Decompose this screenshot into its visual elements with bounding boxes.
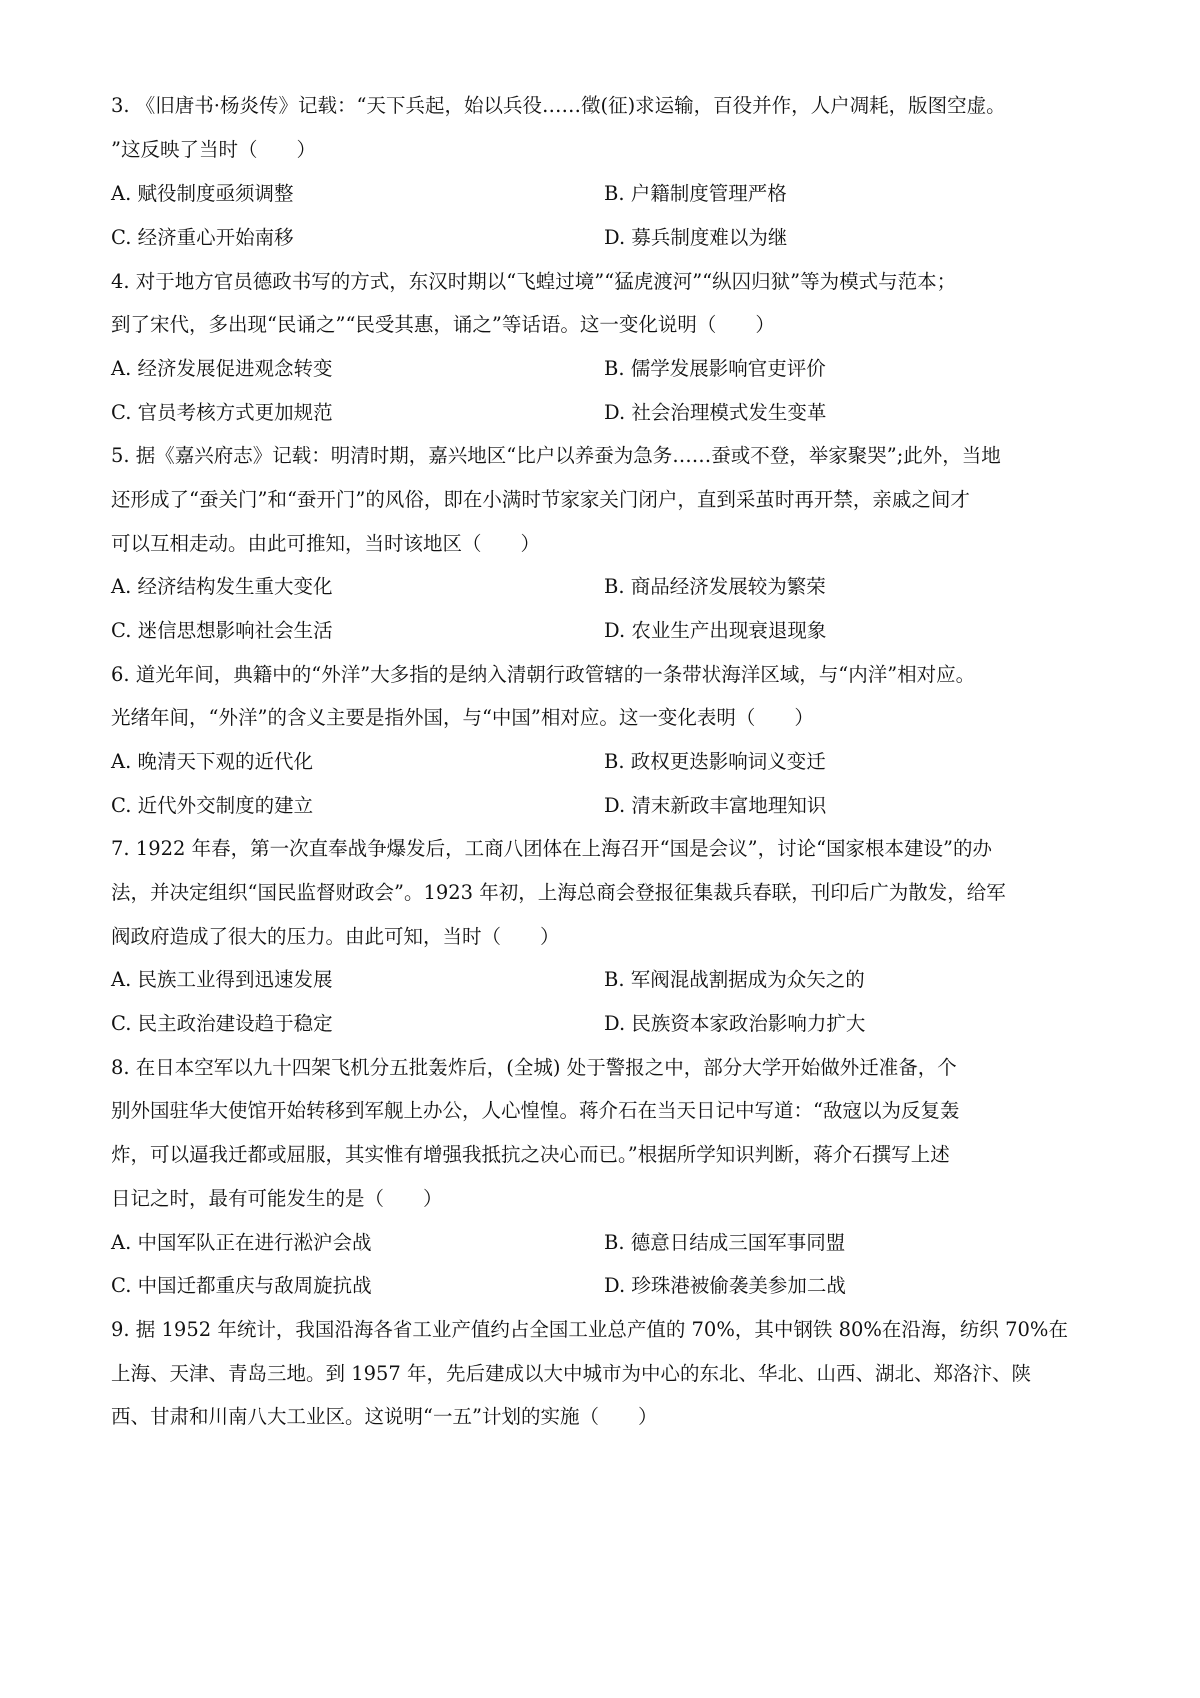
- question-8-option-d: D. 珍珠港被偷袭美参加二战: [604, 1274, 846, 1297]
- question-3-line-1: 3. 《旧唐书·杨炎传》记载：“天下兵起，始以兵役……徵(征)求运输，百役并作，人户凋耗，版图空虚。: [111, 94, 1006, 117]
- question-6-line-2: 光绪年间，“外洋”的含义主要是指外国，与“中国”相对应。这一变化表明（ ）: [111, 706, 814, 729]
- question-8-line-4: 日记之时，最有可能发生的是（ ）: [111, 1187, 443, 1210]
- question-3-option-b: B. 户籍制度管理严格: [604, 182, 787, 205]
- question-5-line-1: 5. 据《嘉兴府志》记载：明清时期，嘉兴地区“比户以养蚕为急务……蚕或不登，举家聚哭”;此外，当地: [111, 444, 1001, 467]
- question-4-option-c: C. 官员考核方式更加规范: [111, 401, 333, 424]
- question-9-line-3: 西、甘肃和川南八大工业区。这说明“一五”计划的实施（ ）: [111, 1405, 658, 1428]
- question-5-option-a: A. 经济结构发生重大变化: [111, 575, 333, 598]
- question-4-option-b: B. 儒学发展影响官吏评价: [604, 357, 826, 380]
- question-5-option-b: B. 商品经济发展较为繁荣: [604, 575, 826, 598]
- question-4-option-a: A. 经济发展促进观念转变: [111, 357, 333, 380]
- question-7-line-1: 7. 1922 年春，第一次直奉战争爆发后，工商八团体在上海召开“国是会议”，讨论“国家根本建设”的办: [111, 837, 993, 860]
- question-7-option-d: D. 民族资本家政治影响力扩大: [604, 1012, 866, 1035]
- question-4-line-1: 4. 对于地方官员德政书写的方式，东汉时期以“飞蝗过境”“猛虎渡河”“纵囚归狱”等为模式与范本；: [111, 270, 957, 293]
- question-7-option-b: B. 军阀混战割据成为众矢之的: [604, 968, 865, 991]
- question-5-option-c: C. 迷信思想影响社会生活: [111, 619, 333, 642]
- question-7-line-2: 法，并决定组织“国民监督财政会”。1923 年初，上海总商会登报征集裁兵春联，刊印后广为散发，给军: [111, 881, 1006, 904]
- question-9-line-2: 上海、天津、青岛三地。到 1957 年，先后建成以大中城市为中心的东北、华北、山西、湖北、郑洛汴、陕: [111, 1362, 1032, 1385]
- question-8-line-1: 8. 在日本空军以九十四架飞机分五批轰炸后，(全城) 处于警报之中，部分大学开始做外迁准备，个: [111, 1056, 957, 1079]
- question-4-line-2: 到了宋代，多出现“民诵之”“民受其惠，诵之”等话语。这一变化说明（ ）: [111, 313, 775, 336]
- question-6-line-1: 6. 道光年间，典籍中的“外洋”大多指的是纳入清朝行政管辖的一条带状海洋区域，与“内洋”相对应。: [111, 663, 976, 686]
- question-3-line-2: ”这反映了当时（ ）: [111, 138, 316, 161]
- question-6-option-c: C. 近代外交制度的建立: [111, 794, 314, 817]
- question-3-option-d: D. 募兵制度难以为继: [604, 226, 788, 249]
- question-8-line-3: 炸，可以逼我迁都或屈服，其实惟有增强我抵抗之决心而已。”根据所学知识判断，蒋介石撰写上述: [111, 1143, 950, 1166]
- question-5-option-d: D. 农业生产出现衰退现象: [604, 619, 827, 642]
- question-4-option-d: D. 社会治理模式发生变革: [604, 401, 827, 424]
- question-9-line-1: 9. 据 1952 年统计，我国沿海各省工业产值约占全国工业总产值的 70%，其中钢铁 80%在沿海，纺织 70%在: [111, 1318, 1068, 1341]
- question-8-option-c: C. 中国迁都重庆与敌周旋抗战: [111, 1274, 372, 1297]
- question-6-option-a: A. 晚清天下观的近代化: [111, 750, 313, 773]
- question-7-line-3: 阀政府造成了很大的压力。由此可知，当时（ ）: [111, 925, 560, 948]
- question-8-option-b: B. 德意日结成三国军事同盟: [604, 1231, 846, 1254]
- question-8-line-2: 别外国驻华大使馆开始转移到军舰上办公，人心惶惶。蒋介石在当天日记中写道：“敌寇以为反复轰: [111, 1099, 960, 1122]
- question-6-option-d: D. 清末新政丰富地理知识: [604, 794, 827, 817]
- question-3-option-c: C. 经济重心开始南移: [111, 226, 294, 249]
- question-5-line-2: 还形成了“蚕关门”和“蚕开门”的风俗，即在小满时节家家关门闭户，直到采茧时再开禁，亲戚之间才: [111, 488, 970, 511]
- question-3-option-a: A. 赋役制度亟须调整: [111, 182, 294, 205]
- question-8-option-a: A. 中国军队正在进行淞沪会战: [111, 1231, 372, 1254]
- question-7-option-a: A. 民族工业得到迅速发展: [111, 968, 333, 991]
- question-6-option-b: B. 政权更迭影响词义变迁: [604, 750, 826, 773]
- question-5-line-3: 可以互相走动。由此可推知，当时该地区（ ）: [111, 532, 541, 555]
- question-7-option-c: C. 民主政治建设趋于稳定: [111, 1012, 333, 1035]
